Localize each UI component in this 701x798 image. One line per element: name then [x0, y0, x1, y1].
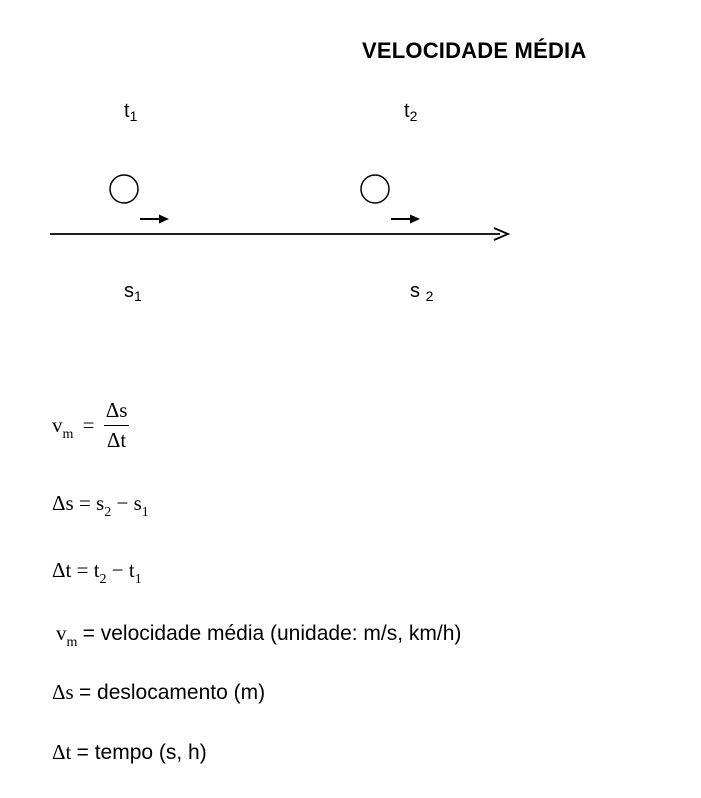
position-label-s2	[410, 280, 433, 303]
page-title: VELOCIDADE MÉDIA	[362, 38, 587, 63]
s1-base: s	[124, 280, 134, 302]
t1-base: t	[124, 100, 130, 122]
vm-symbol	[56, 621, 78, 650]
t1-base: t	[128, 558, 135, 582]
t2-base: t	[93, 558, 100, 582]
equals-sign: =	[78, 491, 91, 515]
motion-diagram	[0, 0, 701, 320]
s2-subscript: 2	[104, 505, 112, 520]
minus-sign: −	[116, 491, 129, 515]
delta-t: Δt	[52, 558, 72, 582]
vm-subscript: m	[62, 427, 74, 442]
definition-displacement	[52, 680, 265, 705]
equals-sign: =	[76, 558, 89, 582]
s1-base: s	[133, 491, 142, 515]
time-formula	[52, 558, 142, 587]
t2-base: t	[404, 100, 410, 122]
velocity-formula	[52, 398, 129, 453]
delta-s: Δs	[52, 491, 74, 515]
trajectory-axis-arrow	[50, 228, 508, 240]
vm-symbol	[52, 413, 74, 442]
displacement-formula	[52, 491, 149, 520]
velocity-arrow-1	[140, 215, 169, 224]
delta-s: Δs	[52, 680, 74, 704]
s2-base: s	[410, 280, 420, 302]
t1-subscript: 1	[134, 572, 142, 587]
fraction	[104, 398, 130, 453]
minus-sign: −	[111, 558, 124, 582]
s1-subscript: 1	[141, 505, 149, 520]
definition-text: = tempo (s, h)	[76, 741, 207, 764]
t2-subscript: 2	[409, 108, 418, 124]
t2-subscript: 2	[99, 572, 107, 587]
s1-subscript: 1	[134, 288, 142, 304]
vm-base: v	[52, 413, 63, 437]
s2-subscript: 2	[425, 288, 434, 304]
velocity-arrow-2	[391, 215, 420, 224]
fraction-numerator: Δs	[104, 398, 130, 426]
vm-base: v	[56, 621, 67, 645]
equals-sign: =	[82, 413, 95, 437]
definition-time	[52, 740, 207, 765]
vm-subscript: m	[66, 635, 78, 650]
ball-position-1	[110, 175, 138, 203]
ball-position-2	[361, 175, 389, 203]
position-label-s1	[124, 280, 142, 303]
definition-velocity	[56, 621, 462, 650]
fraction-denominator: Δt	[106, 428, 127, 452]
t1-subscript: 1	[129, 108, 138, 124]
definition-text: = deslocamento (m)	[78, 681, 266, 704]
s2-base: s	[96, 491, 105, 515]
definition-text: = velocidade média (unidade: m/s, km/h)	[82, 622, 462, 645]
delta-t: Δt	[52, 740, 72, 764]
